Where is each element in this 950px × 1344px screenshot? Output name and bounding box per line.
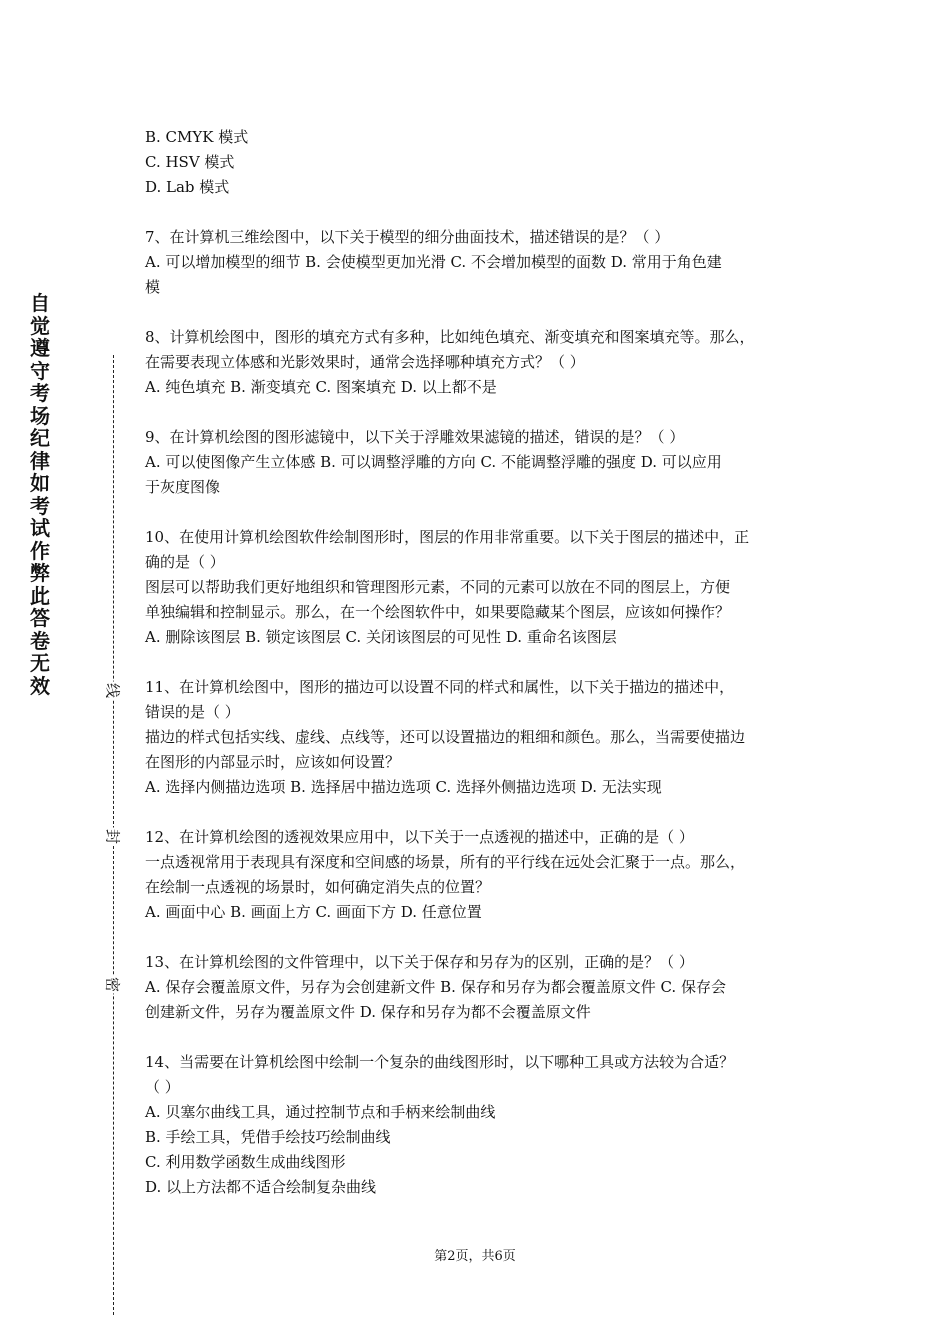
question-line: 在绘制一点透视的场景时，如何确定消失点的位置？ [145, 878, 491, 896]
question-block [145, 675, 825, 800]
question-line: 8、计算机绘图中，图形的填充方式有多种，比如纯色填充、渐变填充和图案填充等。那么， [145, 328, 755, 346]
question-line: A. 贝塞尔曲线工具，通过控制节点和手柄来绘制曲线 [145, 1103, 496, 1121]
question-block [145, 125, 825, 200]
question-line: D. 以上方法都不适合绘制复杂曲线 [145, 1178, 377, 1196]
question-line: 模 [145, 278, 161, 296]
question-line: A. 删除该图层 B. 锁定该图层 C. 关闭该图层的可见性 D. 重命名该图层 [145, 628, 617, 646]
question-block [145, 325, 825, 400]
question-block [145, 225, 825, 300]
question-line: 一点透视常用于表现具有深度和空间感的场景，所有的平行线在远处会汇聚于一点。那么， [145, 853, 746, 871]
question-line: 12、在计算机绘图的透视效果应用中，以下关于一点透视的描述中，正确的是（ ） [145, 828, 694, 846]
question-block [145, 525, 825, 650]
question-line: C. HSV 模式 [145, 153, 235, 171]
question-line: 10、在使用计算机绘图软件绘制图形时，图层的作用非常重要。以下关于图层的描述中，正 [145, 528, 750, 546]
question-list [145, 125, 825, 1225]
question-line: B. CMYK 模式 [145, 128, 249, 146]
question-line: 9、在计算机绘图的图形滤镜中，以下关于浮雕效果滤镜的描述，错误的是？（ ） [145, 428, 685, 446]
question-line: 单独编辑和控制显示。那么，在一个绘图软件中，如果要隐藏某个图层，应该如何操作？ [145, 603, 731, 621]
question-line: A. 可以使图像产生立体感 B. 可以调整浮雕的方向 C. 不能调整浮雕的强度 D. 可以应用 [145, 453, 722, 471]
question-line: C. 利用数学函数生成曲线图形 [145, 1153, 346, 1171]
question-line: A. 画面中心 B. 画面上方 C. 画面下方 D. 任意位置 [145, 903, 482, 921]
question-line: A. 选择内侧描边选项 B. 选择居中描边选项 C. 选择外侧描边选项 D. 无法实现 [145, 778, 662, 796]
question-line: A. 可以增加模型的细节 B. 会使模型更加光滑 C. 不会增加模型的面数 D. 常用于角色建 [145, 253, 722, 271]
question-line: 创建新文件，另存为覆盖原文件 D. 保存和另存为都不会覆盖原文件 [145, 1003, 591, 1021]
question-line: D. Lab 模式 [145, 178, 230, 196]
page-number: 第2页，共6页 [434, 1249, 516, 1264]
question-line: 在图形的内部显示时，应该如何设置？ [145, 753, 401, 771]
question-line: 7、在计算机三维绘图中，以下关于模型的细分曲面技术，描述错误的是？（ ） [145, 228, 670, 246]
question-line: 13、在计算机绘图的文件管理中，以下关于保存和另存为的区别，正确的是？（ ） [145, 953, 694, 971]
question-line: 错误的是（ ） [145, 703, 240, 721]
cut-label-line: 线 [103, 682, 122, 698]
question-line: 14、当需要在计算机绘图中绘制一个复杂的曲线图形时，以下哪种工具或方法较为合适？ [145, 1053, 735, 1071]
question-line: 于灰度图像 [145, 478, 221, 496]
exam-discipline-notice: 自觉遵守考场纪律如考试作弊此答卷无效 [30, 291, 50, 698]
question-block [145, 425, 825, 500]
question-line: B. 手绘工具，凭借手绘技巧绘制曲线 [145, 1128, 391, 1146]
question-line: 确的是（ ） [145, 553, 225, 571]
cut-label-seal: 封 [103, 828, 122, 844]
question-line: 在需要表现立体感和光影效果时，通常会选择哪种填充方式？（ ） [145, 353, 585, 371]
question-line: （ ） [145, 1078, 180, 1096]
question-line: 描边的样式包括实线、虚线、点线等，还可以设置描边的粗细和颜色。那么，当需要使描边 [145, 728, 746, 746]
question-line: A. 纯色填充 B. 渐变填充 C. 图案填充 D. 以上都不是 [145, 378, 497, 396]
question-line: 11、在计算机绘图中，图形的描边可以设置不同的样式和属性，以下关于描边的描述中， [145, 678, 735, 696]
question-line: A. 保存会覆盖原文件，另存为会创建新文件 B. 保存和另存为都会覆盖原文件 C. 保存会 [145, 978, 726, 996]
cut-label-secret: 密 [103, 976, 122, 992]
question-line: 图层可以帮助我们更好地组织和管理图形元素，不同的元素可以放在不同的图层上，方便 [145, 578, 731, 596]
question-block [145, 1050, 825, 1200]
question-block [145, 825, 825, 925]
question-block [145, 950, 825, 1025]
